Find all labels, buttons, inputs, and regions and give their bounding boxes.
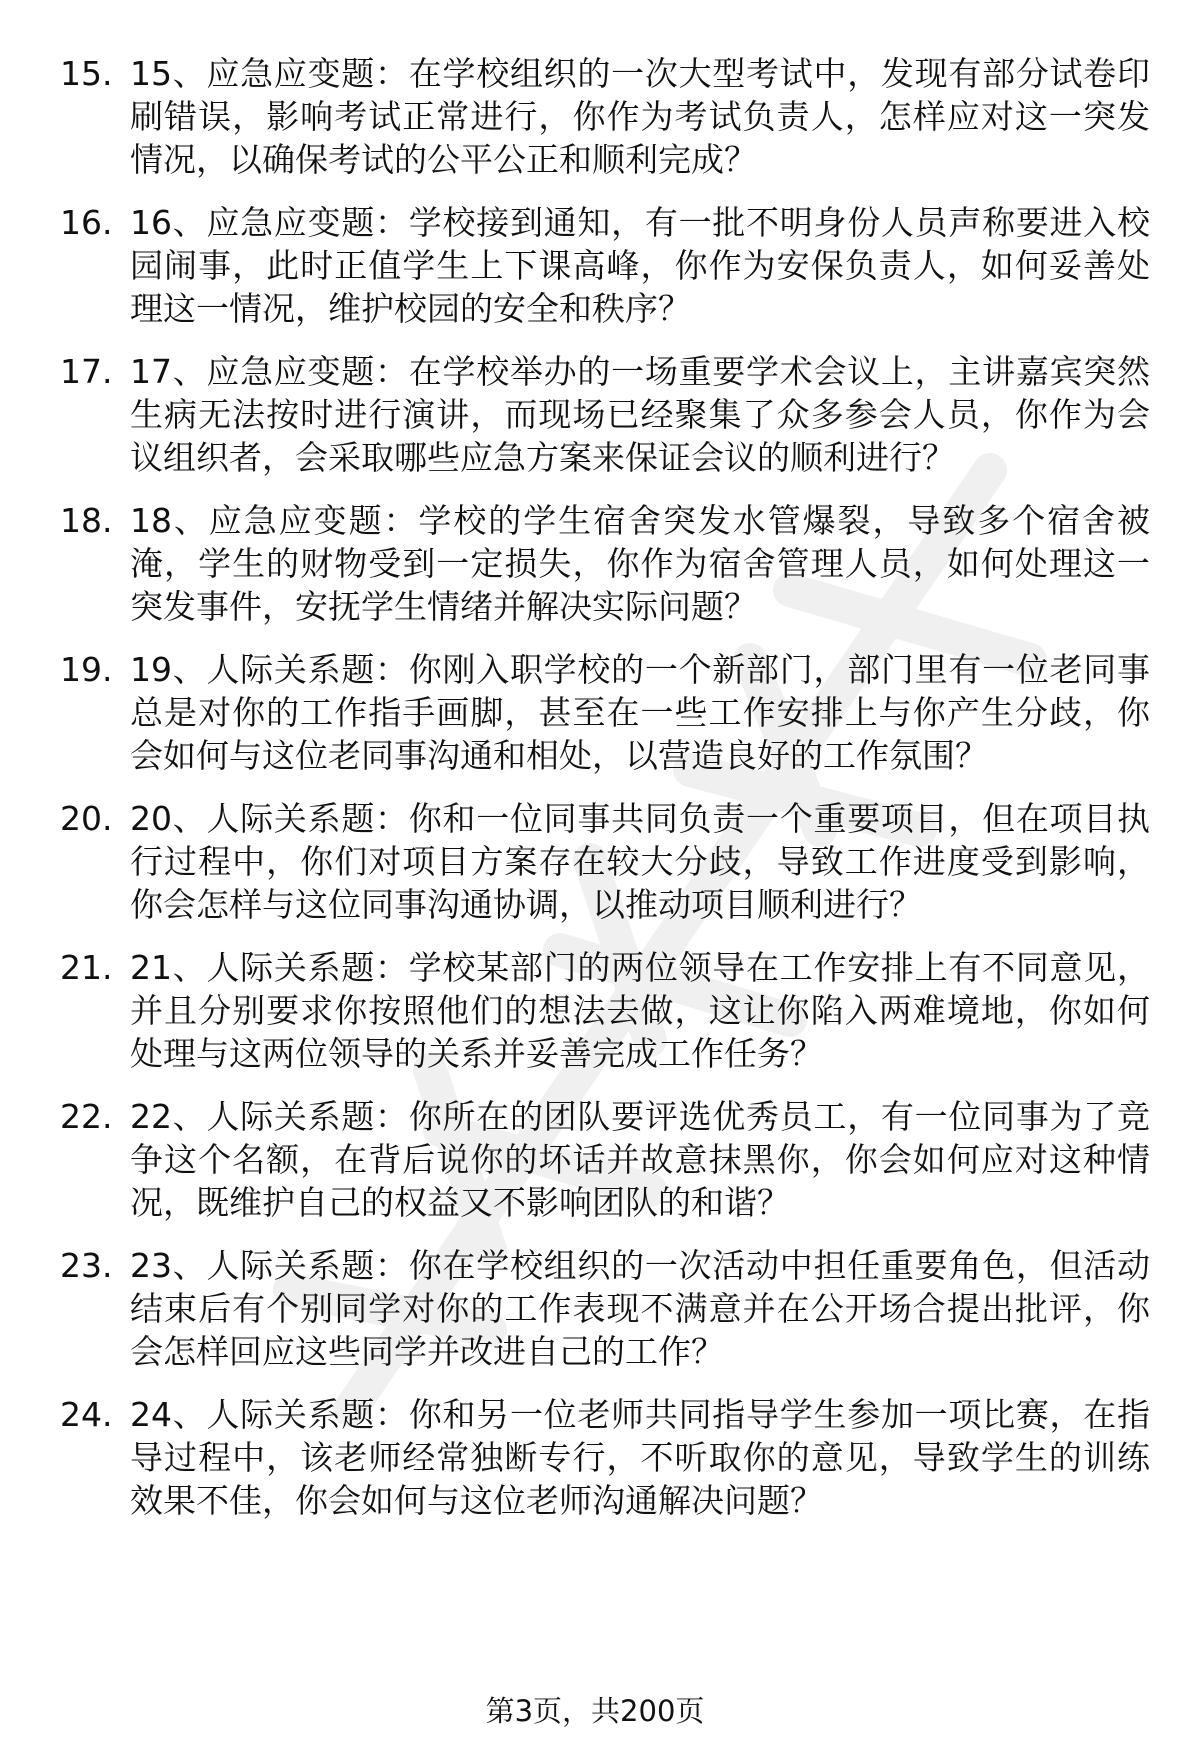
question-item (60, 1393, 1150, 1522)
question-text: 23、人际关系题：你在学校组织的一次活动中担任重要角色，但活动结束后有个别同学对你的工作表现不满意并在公开场合提出批评，你会怎样回应这些同学并改进自己的工作？ (130, 1246, 1150, 1371)
question-number: 16. (60, 203, 113, 242)
question-number: 15. (60, 54, 113, 93)
question-number: 18. (60, 501, 113, 540)
question-text: 20、人际关系题：你和一位同事共同负责一个重要项目，但在项目执行过程中，你们对项目方案存在较大分歧，导致工作进度受到影响，你会怎样与这位同事沟通协调，以推动项目顺利进行？ (130, 799, 1150, 924)
question-item (60, 1095, 1150, 1224)
question-item (60, 52, 1150, 181)
question-number: 24. (60, 1395, 113, 1434)
question-item (60, 201, 1150, 330)
question-list (60, 52, 1150, 1542)
question-number: 20. (60, 799, 113, 838)
question-number: 21. (60, 948, 113, 987)
question-text: 18、应急应变题：学校的学生宿舍突发水管爆裂，导致多个宿舍被淹，学生的财物受到一定损失，你作为宿舍管理人员，如何处理这一突发事件，安抚学生情绪并解决实际问题？ (130, 501, 1150, 626)
question-text: 19、人际关系题：你刚入职学校的一个新部门，部门里有一位老同事总是对你的工作指手画脚，甚至在一些工作安排上与你产生分歧，你会如何与这位老同事沟通和相处，以营造良好的工作氛围？ (130, 650, 1150, 775)
question-number: 19. (60, 650, 113, 689)
question-text: 16、应急应变题：学校接到通知，有一批不明身份人员声称要进入校园闹事，此时正值学生上下课高峰，你作为安保负责人，如何妥善处理这一情况，维护校园的安全和秩序？ (130, 203, 1150, 328)
question-item (60, 1244, 1150, 1373)
question-number: 17. (60, 352, 113, 391)
question-item (60, 797, 1150, 926)
question-item (60, 946, 1150, 1075)
question-text: 22、人际关系题：你所在的团队要评选优秀员工，有一位同事为了竞争这个名额，在背后说你的坏话并故意抹黑你，你会如何应对这种情况，既维护自己的权益又不影响团队的和谐？ (130, 1097, 1150, 1222)
page-footer (0, 1693, 1190, 1729)
question-text: 21、人际关系题：学校某部门的两位领导在工作安排上有不同意见，并且分别要求你按照他们的想法去做，这让你陷入两难境地，你如何处理与这两位领导的关系并妥善完成工作任务？ (130, 948, 1150, 1073)
question-number: 23. (60, 1246, 113, 1285)
page-number-label: 第3页，共200页 (485, 1694, 705, 1728)
question-text: 15、应急应变题：在学校组织的一次大型考试中，发现有部分试卷印刷错误，影响考试正常进行，你作为考试负责人，怎样应对这一突发情况，以确保考试的公平公正和顺利完成？ (130, 54, 1150, 179)
question-item (60, 648, 1150, 777)
question-item (60, 499, 1150, 628)
question-text: 24、人际关系题：你和另一位老师共同指导学生参加一项比赛，在指导过程中，该老师经常独断专行，不听取你的意见，导致学生的训练效果不佳，你会如何与这位老师沟通解决问题？ (130, 1395, 1150, 1520)
question-item (60, 350, 1150, 479)
question-text: 17、应急应变题：在学校举办的一场重要学术会议上，主讲嘉宾突然生病无法按时进行演讲，而现场已经聚集了众多参会人员，你作为会议组织者，会采取哪些应急方案来保证会议的顺利进行？ (130, 352, 1150, 477)
question-number: 22. (60, 1097, 113, 1136)
